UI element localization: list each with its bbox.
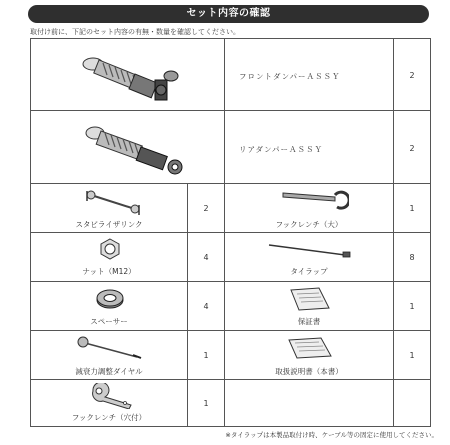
rear-damper-label: リアダンパーＡＳＳＹ (239, 145, 324, 154)
damping-dial-qty: 1 (203, 351, 209, 360)
hook-wrench-hole-qty: 1 (203, 399, 209, 408)
empty-qty-cell (393, 379, 431, 427)
footnote: ※タイラップは本製品取付け時、ケーブル等の固定に使用してください。 (225, 431, 438, 439)
manual-qty: 1 (409, 351, 415, 360)
warranty-qty: 1 (409, 302, 415, 311)
tie-wrap-icon (265, 241, 355, 259)
nut-icon (99, 238, 121, 260)
spacer-icon (95, 288, 125, 310)
nut-qty: 4 (203, 253, 209, 262)
damping-dial-icon (73, 335, 143, 363)
warranty-label: 保証書 (297, 317, 321, 326)
hook-wrench-hole-label: フックレンチ（穴付） (71, 413, 147, 422)
stabilizer-link-label: スタビライザリンク (75, 220, 143, 229)
tie-wrap-qty: 8 (409, 253, 415, 262)
empty-cell (224, 379, 394, 427)
stabilizer-link-qty: 2 (203, 204, 209, 213)
hook-wrench-large-qty: 1 (409, 204, 415, 213)
front-damper-label: フロントダンパーＡＳＳＹ (239, 72, 341, 81)
front-damper-qty: 2 (409, 71, 415, 80)
hook-wrench-large-qty-cell (393, 183, 431, 233)
rear-damper-icon (75, 119, 195, 179)
damping-dial-cell (30, 330, 188, 380)
front-damper-qty-cell (393, 38, 431, 111)
manual-icon (287, 336, 333, 360)
section-title: セット内容の確認 (28, 5, 429, 23)
rear-damper-qty-cell (393, 110, 431, 184)
parts-table (30, 38, 431, 427)
warranty-card-icon (289, 286, 331, 312)
spacer-qty-cell (187, 281, 225, 331)
manual-qty-cell (393, 330, 431, 380)
rear-damper-image-cell (30, 110, 225, 184)
hook-wrench-hole-icon (87, 383, 137, 409)
spacer-cell (30, 281, 188, 331)
front-damper-icon (71, 46, 191, 106)
manual-cell (224, 330, 394, 380)
warranty-cell (224, 281, 394, 331)
hook-wrench-large-icon (279, 189, 349, 211)
hook-wrench-hole-cell (30, 379, 188, 427)
rear-damper-name-cell (224, 110, 394, 184)
stabilizer-link-qty-cell (187, 183, 225, 233)
damping-dial-qty-cell (187, 330, 225, 380)
nut-qty-cell (187, 232, 225, 282)
damping-dial-label: 減衰力調整ダイヤル (75, 367, 143, 376)
hook-wrench-hole-qty-cell (187, 379, 225, 427)
warranty-qty-cell (393, 281, 431, 331)
intro-text: 取付け前に、下記のセット内容の有無・数量を確認してください。 (30, 28, 240, 36)
tie-wrap-qty-cell (393, 232, 431, 282)
stabilizer-link-icon (83, 189, 143, 215)
nut-cell (30, 232, 188, 282)
hook-wrench-large-cell (224, 183, 394, 233)
nut-label: ナット（M12） (82, 267, 136, 276)
rear-damper-qty: 2 (409, 144, 415, 153)
spacer-qty: 4 (203, 302, 209, 311)
front-damper-name-cell (224, 38, 394, 111)
spacer-label: スペーサー (90, 317, 128, 326)
stabilizer-link-cell (30, 183, 188, 233)
hook-wrench-large-label: フックレンチ（大） (275, 220, 343, 229)
tie-wrap-label: タイラップ (290, 267, 328, 276)
tie-wrap-cell (224, 232, 394, 282)
manual-label: 取扱説明書（本書） (275, 367, 343, 376)
front-damper-image-cell (30, 38, 225, 111)
